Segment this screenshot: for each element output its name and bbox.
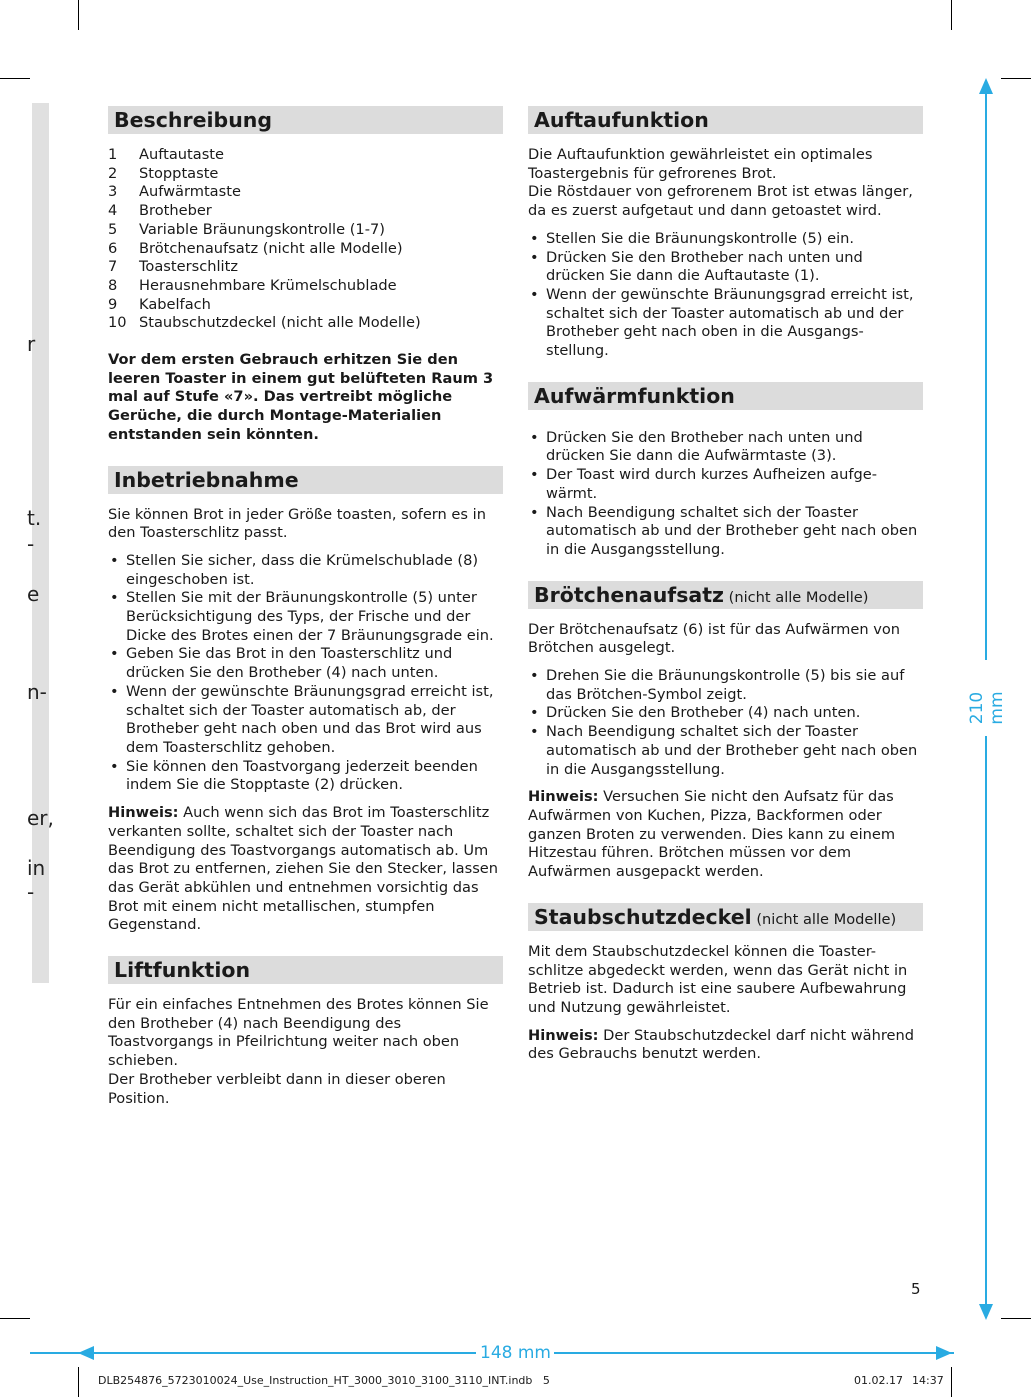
parts-list	[108, 146, 503, 333]
item-number: 7	[108, 258, 118, 276]
left-column	[108, 106, 503, 1117]
note-label: Hinweis:	[528, 788, 599, 806]
section-heading-beschreibung: Beschreibung	[108, 106, 503, 134]
list-item: • Drehen Sie die Bräunungskontrolle (5) bis sie auf das Brötchen-Symbol zeigt.	[528, 667, 923, 704]
item-number: 8	[108, 276, 118, 294]
item-text: Toasterschlitz	[139, 258, 238, 276]
list-item: • Geben Sie das Brot in den Toasterschlitz und drücken Sie den Brotheber (4) nach unten.	[108, 645, 503, 682]
list-item	[108, 165, 503, 184]
item-text: Brotheber	[139, 202, 212, 220]
list-item: • Drücken Sie den Brotheber (4) nach unten.	[528, 704, 923, 723]
section-heading-auftaufunktion: Auftaufunktion	[528, 106, 923, 134]
list-item	[108, 296, 503, 315]
list-item	[108, 277, 503, 296]
arrow-down-icon	[978, 1304, 994, 1320]
crop-mark	[0, 1318, 30, 1319]
item-number: 10	[108, 314, 127, 332]
arrow-up-icon	[978, 78, 994, 94]
list-item	[108, 221, 503, 240]
item-text: Kabelfach	[139, 295, 211, 313]
bullet-list	[528, 429, 923, 560]
sidebar-fragment: er,	[27, 806, 54, 830]
item-text: Staubschutzdeckel (nicht alle Modelle)	[139, 314, 421, 332]
note-paragraph	[108, 804, 503, 935]
note-paragraph	[528, 788, 923, 882]
right-column	[528, 106, 923, 1073]
bullet-list	[108, 552, 503, 795]
list-item	[108, 183, 503, 202]
note-label: Hinweis:	[528, 1026, 599, 1044]
note-text: Auch wenn sich das Brot im Toasterschlitz verkanten sollte, schaltet sich der Toaster nach Beendigung des Toastvorgangs automatisch ab. Um das Brot zu entfernen, ziehen Sie den Stecker, lassen das Gerät abkühlen und entnehmen vorsichtig das Brot mit einem nicht metallischen, stumpfen Gegenstand.	[108, 804, 499, 934]
item-number: 5	[108, 220, 118, 238]
section-heading-broetchenaufsatz	[528, 581, 923, 609]
list-item	[108, 240, 503, 259]
page-number: 5	[911, 1280, 921, 1298]
footer-filename: DLB254876_5723010024_Use_Instruction_HT_3000_3010_3100_3110_INT.indb 5	[98, 1374, 550, 1387]
item-text: Brötchenaufsatz (nicht alle Modelle)	[139, 239, 403, 257]
adjacent-page-strip	[32, 103, 49, 983]
paragraph: Für ein einfaches Entnehmen des Brotes können Sie den Brotheber (4) nach Beendigung des Toastvorgangs in Pfeilrichtung weiter nach oben schieben.	[108, 996, 489, 1070]
crop-mark	[951, 1367, 952, 1397]
heading-note: (nicht alle Modelle)	[751, 910, 897, 928]
item-number: 9	[108, 295, 118, 313]
paragraph: Die Röstdauer von gefrorenem Brot ist etwas länger, da es zuerst aufgetaut und dann getoastet wird.	[528, 183, 913, 220]
list-item	[108, 314, 503, 333]
first-use-warning: Vor dem ersten Gebrauch erhitzen Sie den leeren Toaster in einem gut belüfteten Raum 3 mal auf Stufe «7». Das vertreibt mögliche Gerüche, die durch Montage-Materialien entstanden sein könnten.	[108, 351, 494, 443]
crop-mark	[951, 0, 952, 30]
paragraph: Sie können Brot in jeder Größe toasten, sofern es in den Toasterschlitz passt.	[108, 505, 486, 542]
sidebar-fragment: in	[27, 856, 46, 880]
bullet-list	[528, 230, 923, 361]
list-item: • Stellen Sie mit der Bräunungskontrolle (5) unter Berücksichtigung des Typs, der Frische und der Dicke des Brotes einen der 7 Bräunungsgrade ein.	[108, 589, 503, 645]
height-dimension-label: 210 mm	[967, 691, 1007, 725]
bullet-list	[528, 667, 923, 779]
crop-mark	[0, 78, 30, 79]
crop-mark	[1001, 1318, 1031, 1319]
list-item	[108, 146, 503, 165]
sidebar-fragment: r	[27, 332, 36, 356]
item-text: Stopptaste	[139, 164, 219, 182]
footer-date: 01.02.17	[854, 1374, 903, 1387]
section-heading-staubschutzdeckel	[528, 903, 923, 931]
paragraph: Der Brotheber verbleibt dann in dieser oberen Position.	[108, 1070, 446, 1107]
list-item: • Nach Beendigung schaltet sich der Toaster automatisch ab und der Brotheber geht nach oben in die Ausgangsstellung.	[528, 504, 923, 560]
section-heading-liftfunktion: Liftfunktion	[108, 956, 503, 984]
note-text: Der Staubschutzdeckel darf nicht während des Gebrauchs benutzt werden.	[528, 1026, 915, 1063]
list-item	[108, 202, 503, 221]
heading-title: Staubschutzdeckel	[534, 904, 752, 929]
list-item: • Drücken Sie den Brotheber nach unten und drücken Sie dann die Aufwärmtaste (3).	[528, 429, 923, 466]
note-label: Hinweis:	[108, 804, 179, 822]
sidebar-fragment: e	[27, 582, 40, 606]
crop-mark	[1001, 78, 1031, 79]
width-dimension-label: 148 mm	[480, 1343, 551, 1363]
section-heading-aufwaermfunktion: Aufwärmfunktion	[528, 382, 923, 410]
item-text: Herausnehmbare Krümelschublade	[139, 276, 397, 294]
sidebar-fragment: -	[27, 880, 35, 904]
list-item: • Der Toast wird durch kurzes Aufheizen aufge-wärmt.	[528, 466, 923, 503]
sidebar-fragment: -	[27, 532, 35, 556]
arrow-left-icon	[78, 1345, 94, 1361]
item-number: 6	[108, 239, 118, 257]
heading-note: (nicht alle Modelle)	[723, 588, 869, 606]
list-item: • Nach Beendigung schaltet sich der Toaster automatisch ab und der Brotheber geht nach oben in die Ausgangsstellung.	[528, 723, 923, 779]
sidebar-fragment: n-	[27, 680, 47, 704]
list-item	[108, 258, 503, 277]
list-item: • Wenn der gewünschte Bräunungsgrad erreicht ist, schaltet sich der Toaster automatisch ab, der Brotheber geht nach oben und das Brot wird aus dem Toasterschlitz gehoben.	[108, 683, 503, 758]
list-item: • Drücken Sie den Brotheber nach unten und drücken Sie dann die Auftautaste (1).	[528, 249, 923, 286]
list-item: • Wenn der gewünschte Bräunungsgrad erreicht ist, schaltet sich der Toaster automatisch ab und der Brotheber geht nach oben in die Ausgangs-stellung.	[528, 286, 923, 361]
note-text: Versuchen Sie nicht den Aufsatz für das Aufwärmen von Kuchen, Pizza, Backformen oder ganzen Broten zu verwenden. Dies kann zu einem Hitzestau führen. Brötchen müssen vor dem Aufwärmen ausgepackt werden.	[528, 788, 896, 881]
item-number: 4	[108, 202, 118, 220]
footer-time: 14:37	[912, 1374, 944, 1387]
item-number: 3	[108, 183, 118, 201]
note-paragraph	[528, 1027, 923, 1064]
paragraph: Der Brötchenaufsatz (6) ist für das Aufwärmen von Brötchen ausgelegt.	[528, 620, 901, 657]
list-item: • Stellen Sie die Bräunungskontrolle (5) ein.	[528, 230, 923, 249]
item-text: Aufwärmtaste	[139, 183, 241, 201]
item-number: 1	[108, 146, 118, 163]
section-heading-inbetriebnahme: Inbetriebnahme	[108, 466, 503, 494]
sidebar-fragment: t.	[27, 506, 42, 530]
item-text: Variable Bräunungskontrolle (1-7)	[139, 220, 385, 238]
crop-mark	[78, 0, 79, 30]
heading-title: Brötchenaufsatz	[534, 582, 724, 607]
list-item: • Sie können den Toastvorgang jederzeit beenden indem Sie die Stopptaste (2) drücken.	[108, 758, 503, 795]
paragraph: Die Auftaufunktion gewährleistet ein optimales Toastergebnis für gefrorenes Brot.	[528, 146, 873, 182]
paragraph: Mit dem Staubschutzdeckel können die Toaster-schlitze abgedeckt werden, wenn das Gerät nicht in Betrieb ist. Dadurch ist eine saubere Aufbewahrung und Nutzung gewährleistet.	[528, 942, 908, 1016]
item-text: Auftautaste	[139, 146, 224, 163]
list-item: • Stellen Sie sicher, dass die Krümelschublade (8) eingeschoben ist.	[108, 552, 503, 589]
arrow-right-icon	[936, 1345, 952, 1361]
crop-mark	[78, 1367, 79, 1397]
item-number: 2	[108, 164, 118, 182]
